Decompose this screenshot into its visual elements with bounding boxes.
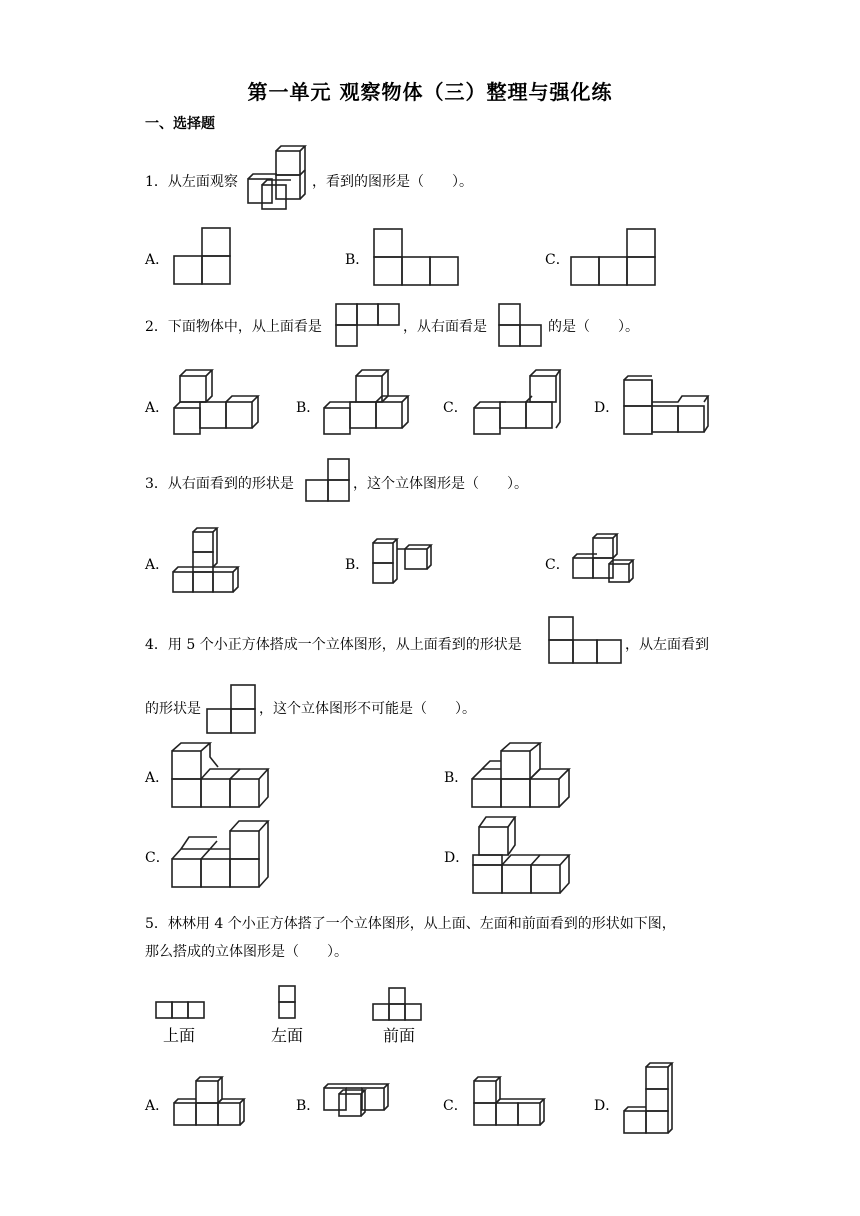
q4-option-a-figure[interactable] <box>171 743 271 809</box>
q2-right-view-figure <box>499 304 543 346</box>
q5-top-view-figure <box>155 1001 207 1019</box>
q4-text-line2b: ，这个立体图形不可能是（ ）。 <box>259 701 476 717</box>
q1-option-c-label[interactable]: C． <box>545 252 570 268</box>
q5-left-view-figure <box>278 985 298 1019</box>
q1-option-b-label[interactable]: B． <box>345 252 370 268</box>
page-title: 第一单元 观察物体（三）整理与强化练 <box>247 80 613 104</box>
q5-text-line2: 那么搭成的立体图形是（ ）。 <box>145 944 348 960</box>
q2-option-a-label[interactable]: A． <box>145 400 170 416</box>
q4-text-line1b: ，从左面看到 <box>625 637 709 653</box>
q3-option-c-label[interactable]: C． <box>545 557 570 573</box>
q3-option-b-label[interactable]: B． <box>345 557 370 573</box>
q3-option-b-figure[interactable] <box>372 539 434 585</box>
q5-option-a-label[interactable]: A． <box>145 1098 170 1114</box>
q5-option-c-label[interactable]: C． <box>443 1098 468 1114</box>
cube-stack-figure <box>248 146 305 209</box>
q2-option-a-figure[interactable] <box>172 370 260 436</box>
q2-option-d-figure[interactable] <box>622 376 710 436</box>
q1-option-c-figure[interactable] <box>571 229 655 285</box>
q2-option-b-figure[interactable] <box>322 370 410 436</box>
q5-top-view-label: 上面 <box>162 1026 195 1045</box>
q1-option-a-label[interactable]: A． <box>145 252 170 268</box>
q3-text-before: 3．从右面看到的形状是 <box>145 476 294 492</box>
q3-option-a-figure[interactable] <box>172 528 238 594</box>
q2-text-2: ，从右面看是 <box>403 319 487 335</box>
q1-option-a-figure[interactable] <box>173 228 231 286</box>
q4-text-line2a: 的形状是 <box>145 701 201 717</box>
q5-option-b-label[interactable]: B． <box>296 1098 321 1114</box>
q4-left-view-figure <box>206 684 258 734</box>
q1-option-b-figure[interactable] <box>374 229 458 285</box>
q5-text-line1: 5．林林用 4 个小正方体搭了一个立体图形，从上面、左面和前面看到的形状如下图， <box>145 916 676 932</box>
q3-text-after: ，这个立体图形是（ ）。 <box>353 476 528 492</box>
q4-option-d-label[interactable]: D． <box>444 850 470 866</box>
q3-option-a-label[interactable]: A． <box>145 557 170 573</box>
q4-option-a-label[interactable]: A． <box>145 770 170 786</box>
q2-option-b-label[interactable]: B． <box>296 400 321 416</box>
q5-left-view-label: 左面 <box>270 1026 303 1045</box>
q5-option-d-figure[interactable] <box>622 1063 674 1137</box>
q2-text-1: 2．下面物体中，从上面看是 <box>145 319 322 335</box>
q2-option-d-label[interactable]: D． <box>594 400 620 416</box>
q4-option-c-label[interactable]: C． <box>145 850 170 866</box>
section-heading: 一、选择题 <box>145 116 215 132</box>
q5-option-a-figure[interactable] <box>172 1077 248 1127</box>
q4-top-view-figure <box>548 616 622 664</box>
q2-text-3: 的是（ ）。 <box>548 319 639 335</box>
q5-option-d-label[interactable]: D． <box>594 1098 620 1114</box>
q5-option-b-figure[interactable] <box>322 1082 394 1118</box>
q1-text-after: ，看到的图形是（ ）。 <box>312 174 473 190</box>
q4-option-b-label[interactable]: B． <box>444 770 469 786</box>
q3-option-c-figure[interactable] <box>572 534 638 584</box>
q2-option-c-figure[interactable] <box>472 370 562 436</box>
q5-option-c-figure[interactable] <box>472 1077 548 1127</box>
q4-option-c-figure[interactable] <box>171 821 271 889</box>
q4-option-b-figure[interactable] <box>470 743 572 809</box>
q2-top-view-figure <box>336 304 400 346</box>
q5-front-view-figure <box>372 987 424 1021</box>
q5-front-view-label: 前面 <box>382 1026 415 1045</box>
q3-right-view-figure <box>306 459 350 503</box>
q1-figure <box>244 145 308 211</box>
q2-option-c-label[interactable]: C． <box>443 400 468 416</box>
q1-text-before: 1．从左面观察 <box>145 174 238 190</box>
q4-option-d-figure[interactable] <box>471 815 571 895</box>
q4-text-line1a: 4．用 5 个小正方体搭成一个立体图形，从上面看到的形状是 <box>145 637 522 653</box>
